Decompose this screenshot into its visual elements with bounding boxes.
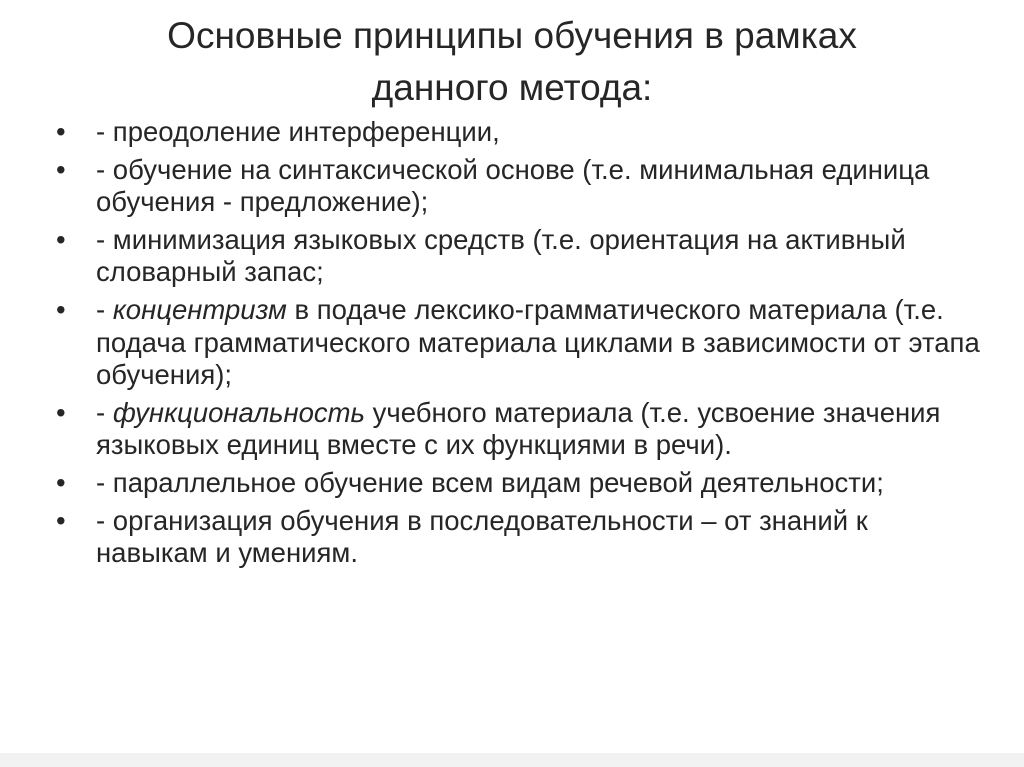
bullet-item-5 — [56, 397, 986, 462]
bullet-text-4-rest: в подаче лексико-грамматического материала (т.е. подача грамматического материала циклами в зависимости от этапа обучения); — [96, 293, 980, 391]
slide-title-line-2: данного метода: — [371, 67, 653, 108]
bottom-bar — [0, 753, 1024, 767]
bullet-text-5-prefix: - — [96, 396, 113, 428]
bullet-text-5-emphasis: функциональность — [112, 396, 365, 428]
slide-title-line-1: Основные принципы обучения в рамках — [167, 15, 857, 56]
bullet-text-1: - преодоление интерференции, — [96, 116, 500, 147]
bullet-icon: • — [56, 116, 66, 147]
bullet-item-4 — [56, 294, 986, 392]
bullet-item-7 — [56, 505, 986, 570]
bullet-icon: • — [56, 153, 66, 185]
bullet-list — [56, 116, 986, 575]
bullet-text-4-emphasis: концентризм — [112, 293, 287, 325]
bullet-item-6 — [56, 467, 986, 500]
bullet-icon: • — [56, 223, 66, 255]
bullet-item-2 — [56, 154, 986, 219]
bullet-text-7: - организация обучения в последовательности – от знаний к навыкам и умениям. — [96, 504, 868, 569]
bullet-text-4-prefix: - — [96, 293, 113, 325]
bullet-text-3: - минимизация языковых средств (т.е. ориентация на активный словарный запас; — [96, 223, 906, 288]
bullet-text-6: - параллельное обучение всем видам речевой деятельности; — [96, 466, 884, 498]
bullet-icon: • — [56, 293, 66, 325]
bullet-icon: • — [56, 466, 66, 498]
bullet-item-1 — [56, 116, 986, 149]
bullet-icon: • — [56, 396, 66, 428]
slide-title — [60, 10, 964, 114]
bullet-icon: • — [56, 504, 66, 536]
bullet-text-5-rest: учебного материала (т.е. усвоение значения языковых единиц вместе с их функциями в речи). — [96, 396, 941, 461]
bullet-item-3 — [56, 224, 986, 289]
bullet-text-2: - обучение на синтаксической основе (т.е. минимальная единица обучения - предложение); — [96, 153, 930, 218]
